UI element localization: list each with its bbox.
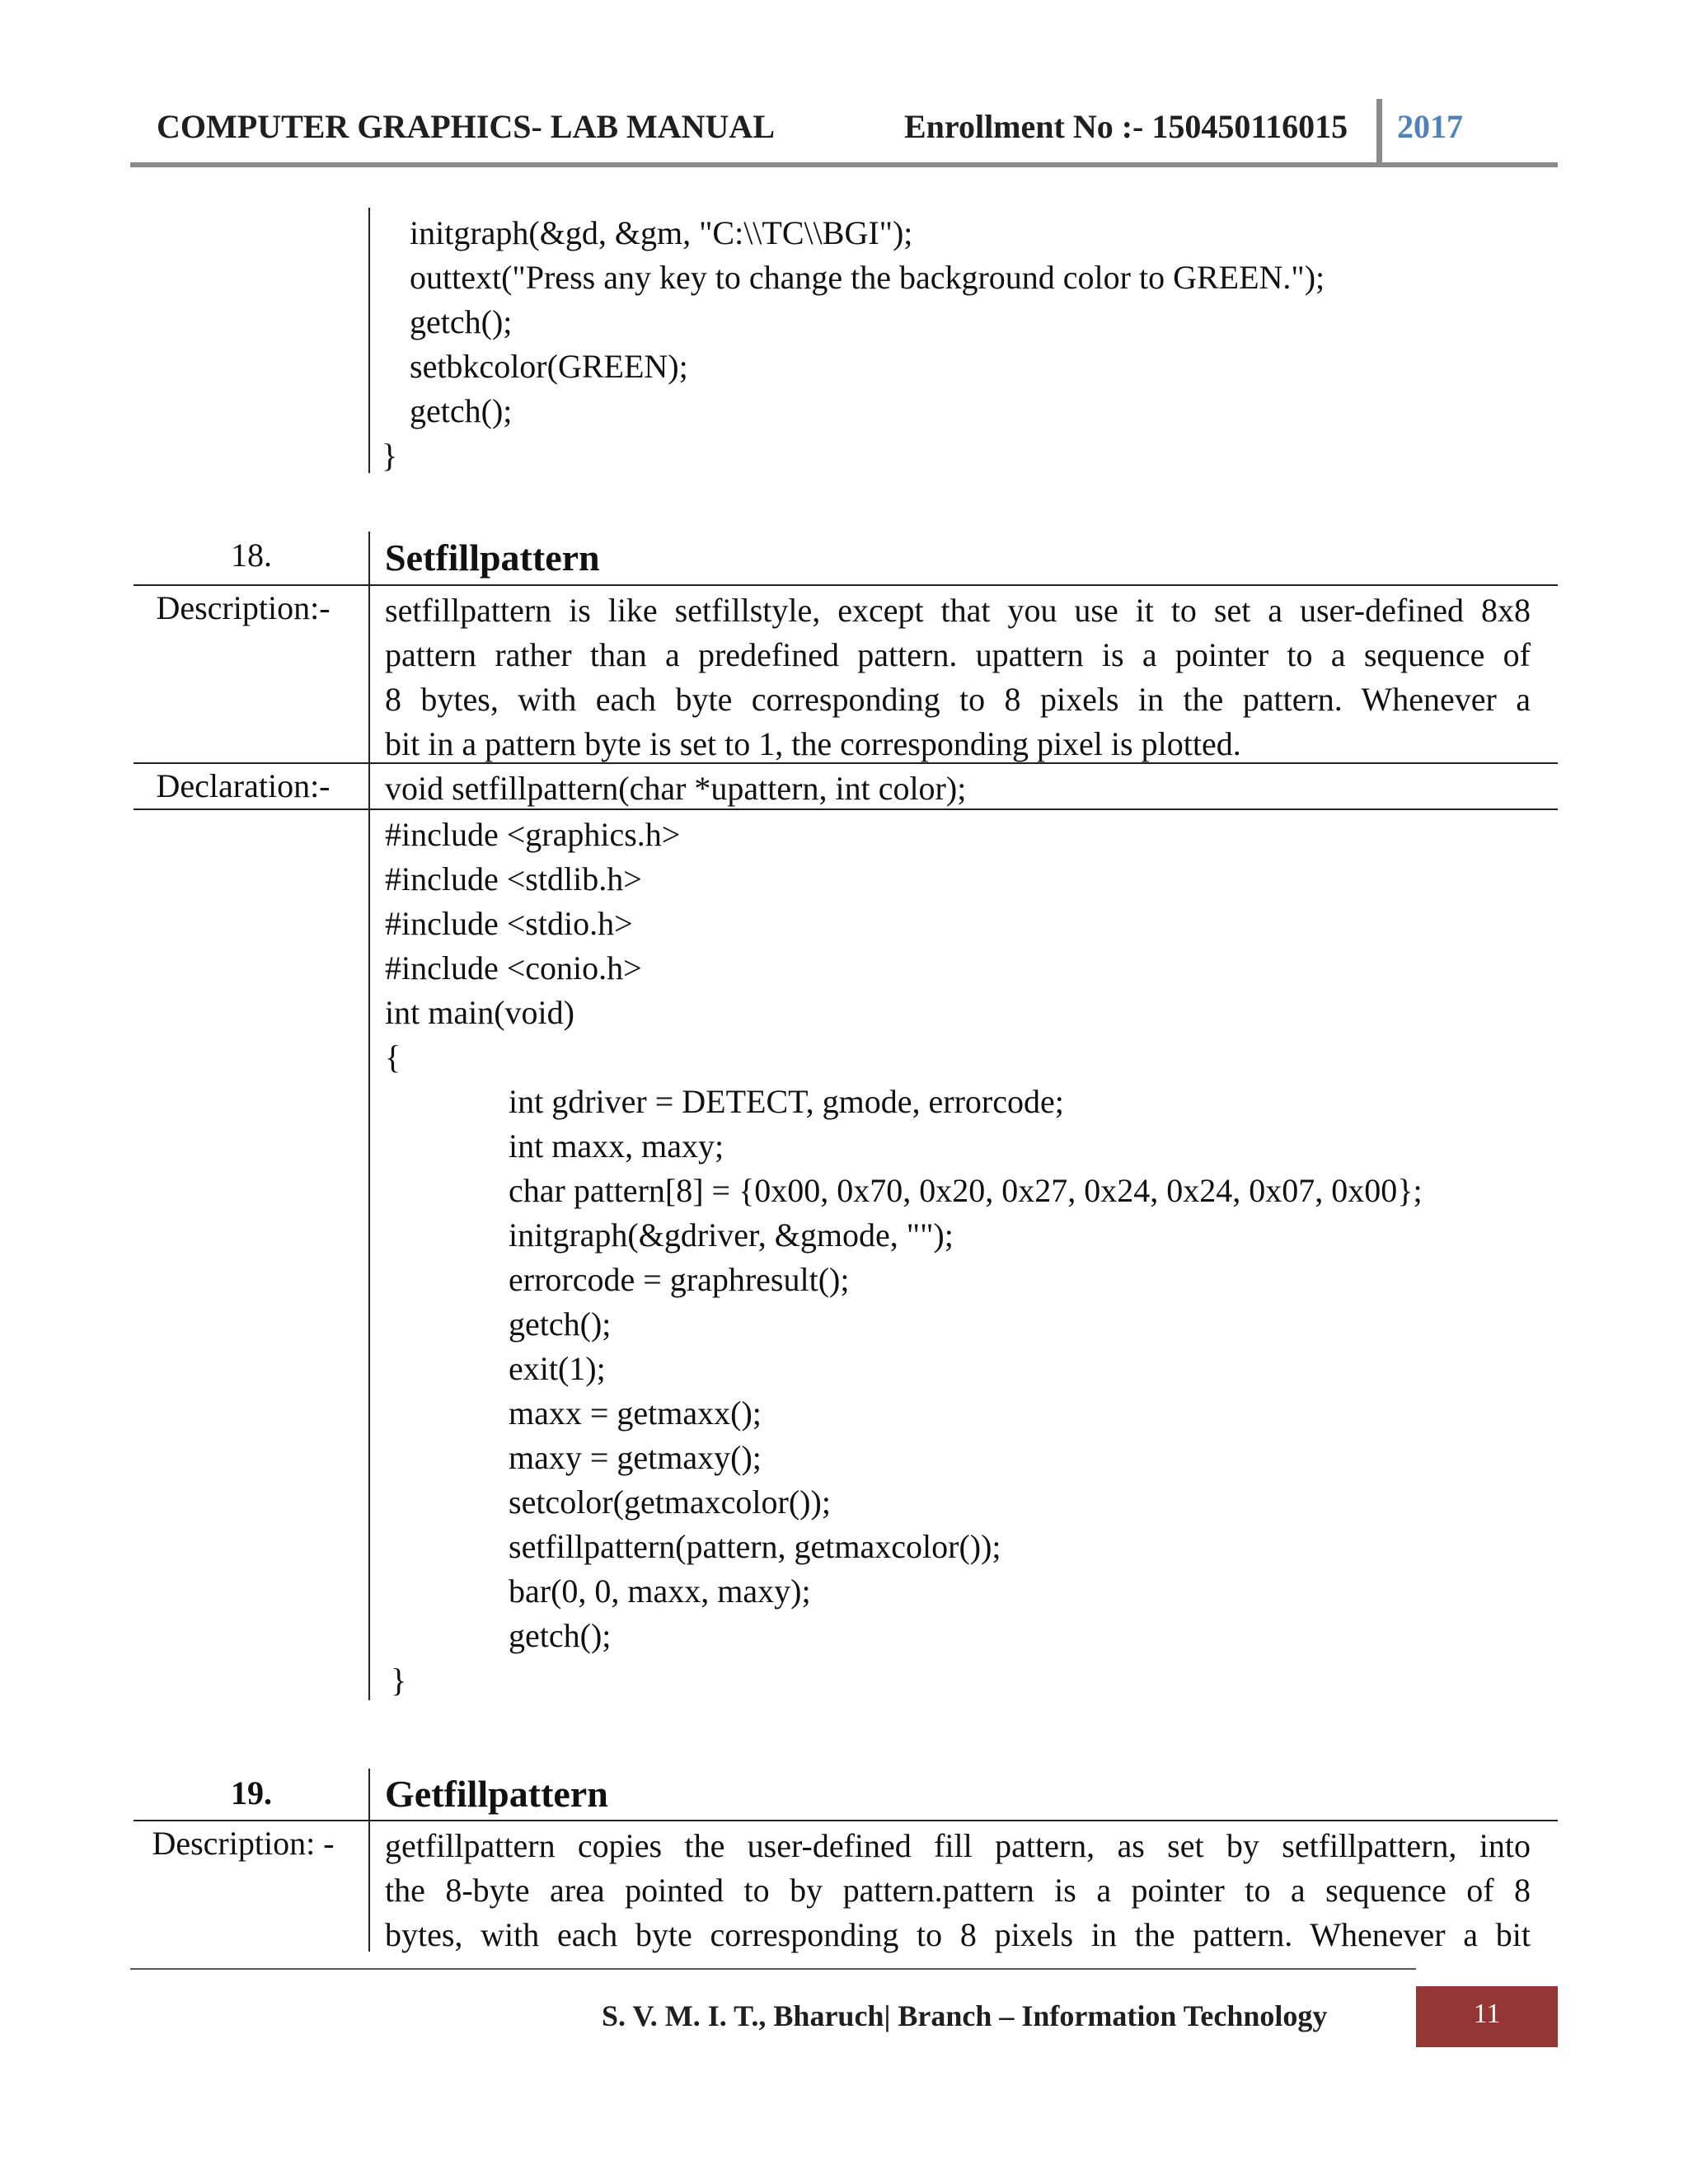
header-year: 2017 <box>1397 108 1463 145</box>
section18-description <box>385 588 1531 766</box>
footer-institution: S. V. M. I. T., Bharuch| Branch – Information Technology <box>602 1999 1328 2032</box>
section18-title: Setfillpattern <box>385 537 600 579</box>
section18-description-label: Description:- <box>156 589 331 626</box>
code-line: char pattern[8] = {0x00, 0x70, 0x20, 0x27, 0x24, 0x24, 0x07, 0x00}; <box>509 1172 1423 1209</box>
description-line: setfillpattern is like setfillstyle, except that you use it to set a user-defined 8x8 <box>385 592 1531 629</box>
section19-description <box>385 1824 1531 1957</box>
code-line: #include <conio.h> <box>385 949 642 987</box>
code-line: errorcode = graphresult(); <box>509 1261 850 1298</box>
table-rule <box>134 584 1558 586</box>
code-line: exit(1); <box>509 1350 606 1387</box>
table-rule <box>134 762 1558 764</box>
code-line: getch(); <box>509 1305 612 1343</box>
section18-number: 18. <box>231 537 272 574</box>
code-line: int maxx, maxy; <box>509 1127 724 1165</box>
code-line: getch(); <box>410 392 513 429</box>
code-line: initgraph(&gd, &gm, "C:\\TC\\BGI"); <box>410 214 913 251</box>
table-rule <box>134 808 1558 810</box>
code-line: #include <graphics.h> <box>385 816 681 853</box>
section18-declaration-label: Declaration:- <box>156 767 331 804</box>
header-rule <box>130 162 1558 167</box>
code-line: getch(); <box>509 1617 612 1654</box>
code-line: #include <stdlib.h> <box>385 860 642 898</box>
code-line: } <box>382 437 398 474</box>
section18-column-divider <box>368 532 370 1700</box>
description-line: bit in a pattern byte is set to 1, the corresponding pixel is plotted. <box>385 725 1241 762</box>
code-line: getch(); <box>410 303 513 340</box>
code-block-border <box>368 208 370 473</box>
code-line: outtext("Press any key to change the background color to GREEN."); <box>410 259 1325 296</box>
description-line: getfillpattern copies the user-defined fill pattern, as set by setfillpattern, into <box>385 1827 1531 1864</box>
code-line: setbkcolor(GREEN); <box>410 348 688 385</box>
code-line: #include <stdio.h> <box>385 905 633 942</box>
code-line: } <box>391 1661 407 1699</box>
code-line: setcolor(getmaxcolor()); <box>509 1483 831 1521</box>
code-line: maxx = getmaxx(); <box>509 1394 762 1432</box>
footer-page-number: 11 <box>1473 1999 1501 2029</box>
header-separator <box>1376 99 1382 165</box>
description-line: the 8-byte area pointed to by pattern.pattern is a pointer to a sequence of 8 <box>385 1872 1531 1909</box>
section19-title: Getfillpattern <box>385 1773 608 1815</box>
table-rule <box>134 1820 1558 1821</box>
description-line: bytes, with each byte corresponding to 8 pixels in the pattern. Whenever a bit <box>385 1916 1531 1953</box>
header-enrollment: Enrollment No :- 150450116015 <box>904 108 1348 145</box>
description-line: 8 bytes, with each byte corresponding to 8 pixels in the pattern. Whenever a <box>385 681 1531 718</box>
footer-rule <box>130 1968 1416 1970</box>
code-line: int main(void) <box>385 994 574 1031</box>
code-line: setfillpattern(pattern, getmaxcolor()); <box>509 1528 1001 1565</box>
section19-description-label: Description: - <box>152 1825 335 1862</box>
header-title: COMPUTER GRAPHICS- LAB MANUAL <box>157 108 775 145</box>
code-line: { <box>385 1038 401 1076</box>
code-line: maxy = getmaxy(); <box>509 1439 762 1476</box>
code-line: initgraph(&gdriver, &gmode, ""); <box>509 1216 954 1254</box>
section19-number: 19. <box>231 1774 272 1811</box>
section18-declaration: void setfillpattern(char *upattern, int color); <box>385 770 967 807</box>
description-line: pattern rather than a predefined pattern. upattern is a pointer to a sequence of <box>385 636 1531 673</box>
code-line: int gdriver = DETECT, gmode, errorcode; <box>509 1083 1064 1120</box>
code-line: bar(0, 0, maxx, maxy); <box>509 1572 811 1610</box>
